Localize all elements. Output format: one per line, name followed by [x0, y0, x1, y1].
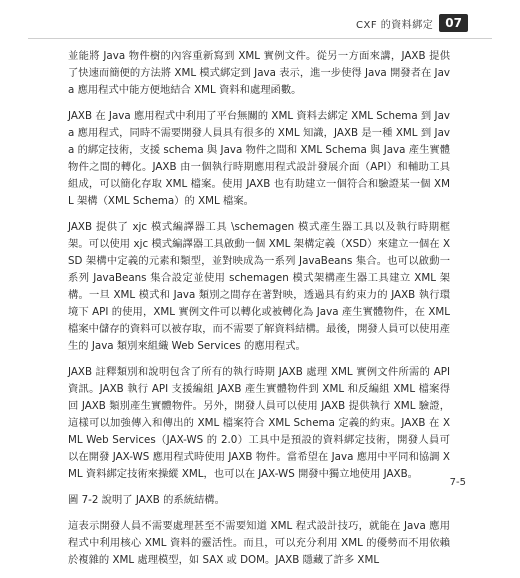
- paragraph: JAXB 提供了 xjc 模式編譯器工具 \schemagen 模式產生器工具以及執行時期框架。可以使用 xjc 模式編譯器工具啟動一個 XML 架構定義（XSD）來建立一個在 XSD 架構中定義的元素和類型，並對映成為一系列 JavaBeans 集合。也可以啟動一系列 JavaBeans 集合設定並使用 schemagen 模式架構產生器工具建立 XML 架構。一旦 XML 模式和 Java 類別之間存在著對映，透過具有約束力的 JAXB 執行環境下 API 的使用，XML 實例文件可以轉化或被轉化為 Java 產生實體物件，在 XML 檔案中儲存的資料可以被存取，而不需要了解資料結構。最後，開發人員可以使用產生的 Java 類別來組織 Web Services 的應用程式。: [68, 221, 450, 352]
- chapter-number-badge: 07: [439, 14, 468, 32]
- paragraph: 圖 7-2 說明了 JAXB 的系統結構。: [68, 494, 225, 506]
- running-header: [356, 14, 468, 32]
- paragraph: 這表示開發人員不需要處理甚至不需要知道 XML 程式設計技巧，就能在 Java 應用程式中利用核心 XML 資料的靈活性。而且，可以充分利用 XML 的優勢而不用依賴於複雜的 XML 處理模型，如 SAX 或 DOM。JAXB 隱藏了許多 XML: [68, 520, 450, 566]
- page-number: 7-5: [449, 477, 466, 488]
- paragraph: 並能將 Java 物件樹的內容重新寫到 XML 實例文件。從另一方面來講，JAXB 提供了快速而簡便的方法將 XML 模式綁定到 Java 表示，進一步使得 Java 開發者在 Java 應用程式中能方便地結合 XML 資料和處理函數。: [68, 50, 450, 96]
- body-text: [68, 48, 450, 578]
- paragraph: JAXB 註釋類別和說明包含了所有的執行時期 JAXB 處理 XML 實例文件所需的 API 資訊。JAXB 執行 API 支援編組 JAXB 產生實體物件到 XML 和反編組 XML 檔案得回 JAXB 類別產生實體物件。另外，開發人員可以使用 JAXB 提供執行 XML 驗證，這樣可以加強傳入和傳出的 XML 檔案符合 XML Schema 定義的約束。JAXB 在 XML Web Services（JAX-WS 的 2.0）工具中是預設的資料綁定技術，開發人員可以在開發 JAX-WS 應用程式時使用 JAXB 物件。當希望在 Java 應用中平同和協調 XML 資料綁定技術來操縱 XML，也可以在 JAX-WS 開發中獨立地使用 JAXB。: [68, 366, 450, 480]
- paragraph: JAXB 在 Java 應用程式中利用了平台無關的 XML 資料去綁定 XML Schema 到 Java 應用程式，同時不需要開發人員具有很多的 XML 知識，JAXB 是一種 XML 到 Java 的綁定技術，支援 schema 與 Java 物件之間和 XML Schema 與 Java 產生實體物件之間的轉化。JAXB 由一個執行時期應用程式設計發展介面（API）和輔助工具組成，可以簡化存取 XML 檔案。使用 JAXB 也有助建立一個符合和驗證某一個 XML 架構（XML Schema）的 XML 檔案。: [68, 110, 450, 207]
- header-divider: [28, 38, 492, 39]
- chapter-title: CXF 的資料綁定: [356, 19, 434, 31]
